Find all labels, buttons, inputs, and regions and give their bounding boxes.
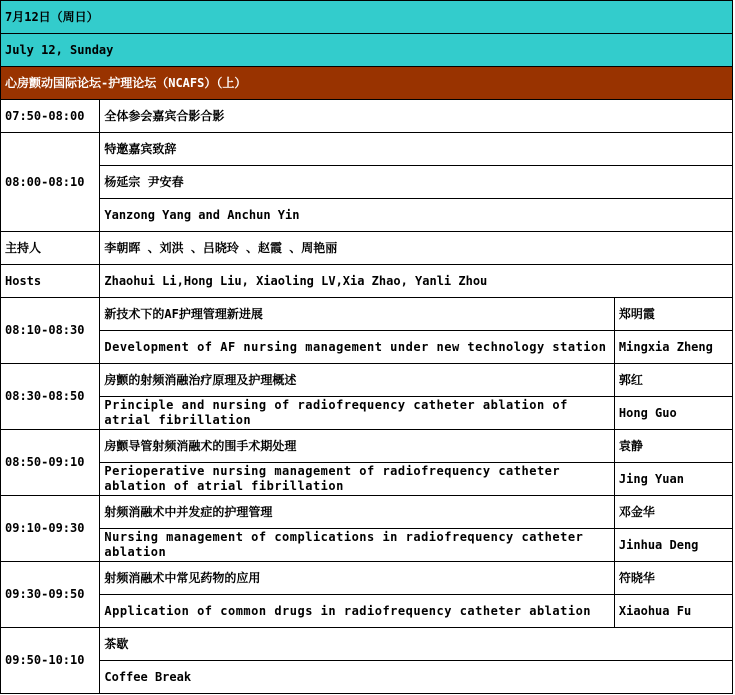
- speaker-cn: 郑明霞: [614, 298, 732, 331]
- speaker-cn: 郭红: [614, 364, 732, 397]
- speaker-en: Hong Guo: [614, 397, 732, 430]
- speaker-cn: 邓金华: [614, 496, 732, 529]
- time-cell: 08:00-08:10: [1, 133, 100, 232]
- talk-row-en: [1, 529, 733, 562]
- talk-title-en: Development of AF nursing management under new technology station: [100, 331, 615, 364]
- speaker-cn: 符晓华: [614, 562, 732, 595]
- break-row-cn: [1, 628, 733, 661]
- talk-title-en: Application of common drugs in radiofrequency catheter ablation: [100, 595, 615, 628]
- talk-title-en: Perioperative nursing management of radiofrequency catheter ablation of atrial fibrillation: [100, 463, 615, 496]
- speaker-en: Jinhua Deng: [614, 529, 732, 562]
- session-title: 心房颤动国际论坛-护理论坛（NCAFS）（上）: [1, 67, 733, 100]
- hosts-row: [1, 265, 733, 298]
- table-row: [1, 199, 733, 232]
- talk-row-cn: [1, 430, 733, 463]
- talk-title-cn: 新技术下的AF护理管理新进展: [100, 298, 615, 331]
- talk-title-cn: 房颤的射频消融治疗原理及护理概述: [100, 364, 615, 397]
- hosts-names: 李朝晖 、刘洪 、吕晓玲 、赵霞 、周艳丽: [100, 232, 733, 265]
- break-title-en: Coffee Break: [100, 661, 733, 694]
- talk-title-en: Nursing management of complications in radiofrequency catheter ablation: [100, 529, 615, 562]
- title-cell: 特邀嘉宾致辞: [100, 133, 733, 166]
- hosts-label: 主持人: [1, 232, 100, 265]
- speaker-cn: 袁静: [614, 430, 732, 463]
- date-cn: 7月12日（周日）: [1, 1, 733, 34]
- talk-title-en: Principle and nursing of radiofrequency catheter ablation of atrial fibrillation: [100, 397, 615, 430]
- talk-title-cn: 射频消融术中并发症的护理管理: [100, 496, 615, 529]
- speaker-en: Jing Yuan: [614, 463, 732, 496]
- time-cell: 08:50-09:10: [1, 430, 100, 496]
- table-row: [1, 133, 733, 166]
- time-cell: 09:50-10:10: [1, 628, 100, 694]
- break-title-cn: 茶歇: [100, 628, 733, 661]
- time-cell: 09:10-09:30: [1, 496, 100, 562]
- names-cell: Yanzong Yang and Anchun Yin: [100, 199, 733, 232]
- hosts-row: [1, 232, 733, 265]
- talk-row-cn: [1, 298, 733, 331]
- talk-row-cn: [1, 364, 733, 397]
- talk-row-cn: [1, 496, 733, 529]
- table-row: [1, 166, 733, 199]
- talk-row-en: [1, 463, 733, 496]
- date-cn-row: [1, 1, 733, 34]
- table-row: [1, 100, 733, 133]
- talk-row-en: [1, 595, 733, 628]
- speaker-en: Xiaohua Fu: [614, 595, 732, 628]
- talk-row-cn: [1, 562, 733, 595]
- break-row-en: [1, 661, 733, 694]
- date-en-row: [1, 34, 733, 67]
- hosts-label: Hosts: [1, 265, 100, 298]
- talk-title-cn: 房颤导管射频消融术的围手术期处理: [100, 430, 615, 463]
- date-en: July 12, Sunday: [1, 34, 733, 67]
- talk-row-en: [1, 331, 733, 364]
- hosts-names: Zhaohui Li,Hong Liu, Xiaoling LV,Xia Zhao, Yanli Zhou: [100, 265, 733, 298]
- talk-row-en: [1, 397, 733, 430]
- time-cell: 08:30-08:50: [1, 364, 100, 430]
- names-cell: 杨延宗 尹安春: [100, 166, 733, 199]
- time-cell: 07:50-08:00: [1, 100, 100, 133]
- talk-title-cn: 射频消融术中常见药物的应用: [100, 562, 615, 595]
- speaker-en: Mingxia Zheng: [614, 331, 732, 364]
- time-cell: 09:30-09:50: [1, 562, 100, 628]
- time-cell: 08:10-08:30: [1, 298, 100, 364]
- session-title-row: [1, 67, 733, 100]
- title-cell: 全体参会嘉宾合影合影: [100, 100, 733, 133]
